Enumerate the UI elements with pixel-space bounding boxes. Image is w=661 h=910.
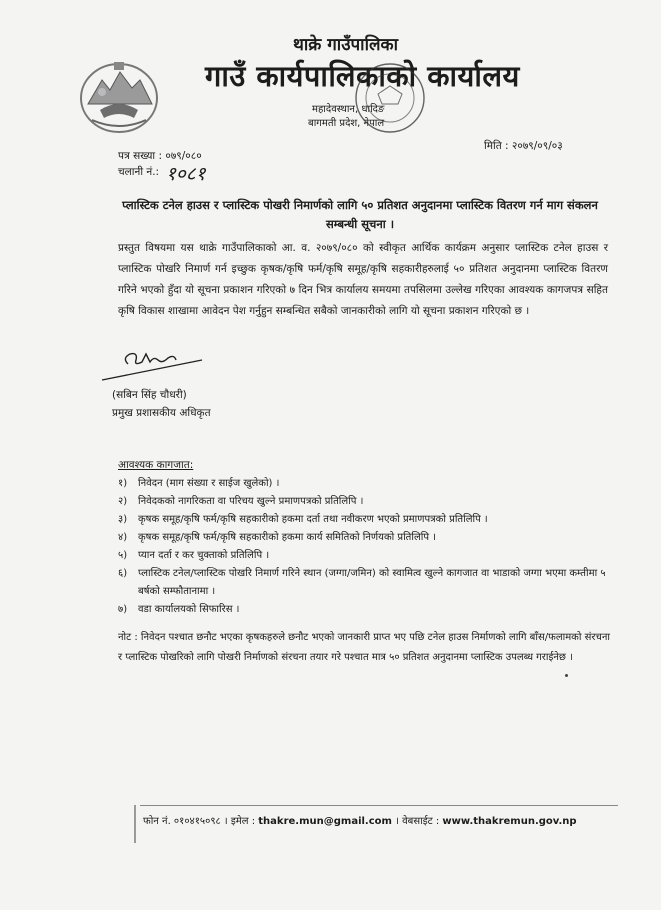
item-text: कृषक समूह/कृषि फर्म/कृषि सहकारीको हकमा दर्ता तथा नवीकरण भएको प्रमाणपत्रको प्रतिलिपि । xyxy=(138,514,488,525)
signatory-name: (सबिन सिंह चौधरी) xyxy=(112,389,187,401)
address-line-2: बागमती प्रदेश, नेपाल xyxy=(308,118,385,129)
item-number: ६) xyxy=(118,568,128,579)
list-item xyxy=(118,547,618,565)
office-seal-stamp xyxy=(352,60,428,136)
dispatch-label: चलानी नं.: xyxy=(118,166,160,178)
footer-website[interactable]: www.thakremun.gov.np xyxy=(442,816,577,827)
item-number: ३) xyxy=(118,514,128,525)
notice-body: प्रस्तुत विषयमा यस थाक्रे गाउँपालिकाको आ. व. २०७९/०८० को स्वीकृत आर्थिक कार्यक्रम अनुसार प्लास्टिक टनेल हाउस र प्लास्टिक पोखरि निमार्ण गर्न इच्छुक कृषक/कृषि फर्म/कृषि समूह/कृषि सहकारीहरुलाई ५० प्रतिशत अनुदानमा प्लास्टिक वितरण गरिने भएको हुँदा यो सूचना प्रकाशन गरिएको ७ दिन भित्र कार्यालय समयमा तपसिलमा उल्लेख गरिएका आवश्यक कागजपत्र सहित कृषि विकास शाखामा आवेदन पेश गर्नुहुन सम्बन्धित सबैको जानकारीको लागि यो सूचना प्रकाशन गरिएको छ । xyxy=(118,242,608,317)
footer-divider xyxy=(140,805,618,806)
list-item xyxy=(118,511,618,529)
municipality-name: थाक्रे गाउँपालिका xyxy=(293,35,398,55)
item-text: कृषक समूह/कृषि फर्म/कृषि सहकारीको हकमा कार्य समितिको निर्णयको प्रतिलिपि । xyxy=(138,532,436,543)
item-number: ४) xyxy=(118,532,128,543)
address-line-1: महादेवस्थान, धादिङ xyxy=(312,104,385,115)
letter-date: मिति : २०७९/०९/०३ xyxy=(484,140,563,152)
footer-email[interactable]: thakre.mun@gmail.com xyxy=(258,816,392,827)
list-item xyxy=(118,565,618,601)
footer-web-label: । वेबसाईट : xyxy=(391,816,443,827)
required-documents-title: आवश्यक कागजात: xyxy=(118,459,194,471)
nepal-emblem-icon xyxy=(78,58,160,134)
footer-contact xyxy=(143,813,577,827)
signatory-designation: प्रमुख प्रशासकीय अधिकृत xyxy=(112,407,211,419)
footer-phone: फोन नं. ०१०४१५०९८ । इमेल : xyxy=(143,816,259,827)
item-text: प्यान दर्ता र कर चुक्ताको प्रतिलिपि । xyxy=(138,550,270,561)
list-item xyxy=(118,601,618,619)
item-number: ७) xyxy=(118,604,128,615)
dispatch-number: १०८१ xyxy=(166,163,206,185)
item-number: २) xyxy=(118,496,128,507)
item-number: ५) xyxy=(118,550,128,561)
list-item xyxy=(118,529,618,547)
required-documents-list xyxy=(118,475,618,619)
reference-number: पत्र सख्या : ०७९/०८० xyxy=(118,150,202,162)
item-text: प्लास्टिक टनेल/प्लास्टिक पोखरि निमार्ण गरिने स्थान (जग्गा/जमिन) को स्वामित्व खुल्ने कागजात वा भाडाको जग्गा भएमा कम्तीमा ५ बर्षको सम्फौतानामा । xyxy=(138,568,606,597)
item-number: १) xyxy=(118,478,128,489)
footer-margin-mark xyxy=(134,805,136,843)
item-text: निवेदकको नागरिकता वा परिचय खुल्ने प्रमाणपत्रको प्रतिलिपि । xyxy=(138,496,364,507)
notice-note: नोट : निवेदन पश्चात छनौट भएका कृषकहरुले छनौट भएको जानकारी प्राप्त भए पछि टनेल हाउस निर्माणको लागि बाँस/फलामको संरचना र प्लास्टिक पोखरिको लागि पोखरी निर्माणको संरचना तयार गरे पश्चात मात्र ५० प्रतिशत अनुदानमा प्लास्टिक उपलब्ध गराईनेछ । xyxy=(118,632,610,663)
item-text: निवेदन (माग संख्या र साईज खुलेको) । xyxy=(138,478,280,489)
ink-dot xyxy=(565,674,568,677)
handwritten-signature xyxy=(98,340,208,384)
office-title: गाउँ कार्यपालिकाको कार्यालय xyxy=(205,59,520,93)
list-item xyxy=(118,493,618,511)
list-item xyxy=(118,475,618,493)
item-text: वडा कार्यालयको सिफारिस । xyxy=(138,604,240,615)
notice-subject: प्लास्टिक टनेल हाउस र प्लास्टिक पोखरी निमार्णको लागि ५० प्रतिशत अनुदानमा प्लास्टिक वितरण गर्न माग संकलन सम्बन्धी सूचना । xyxy=(122,198,598,231)
